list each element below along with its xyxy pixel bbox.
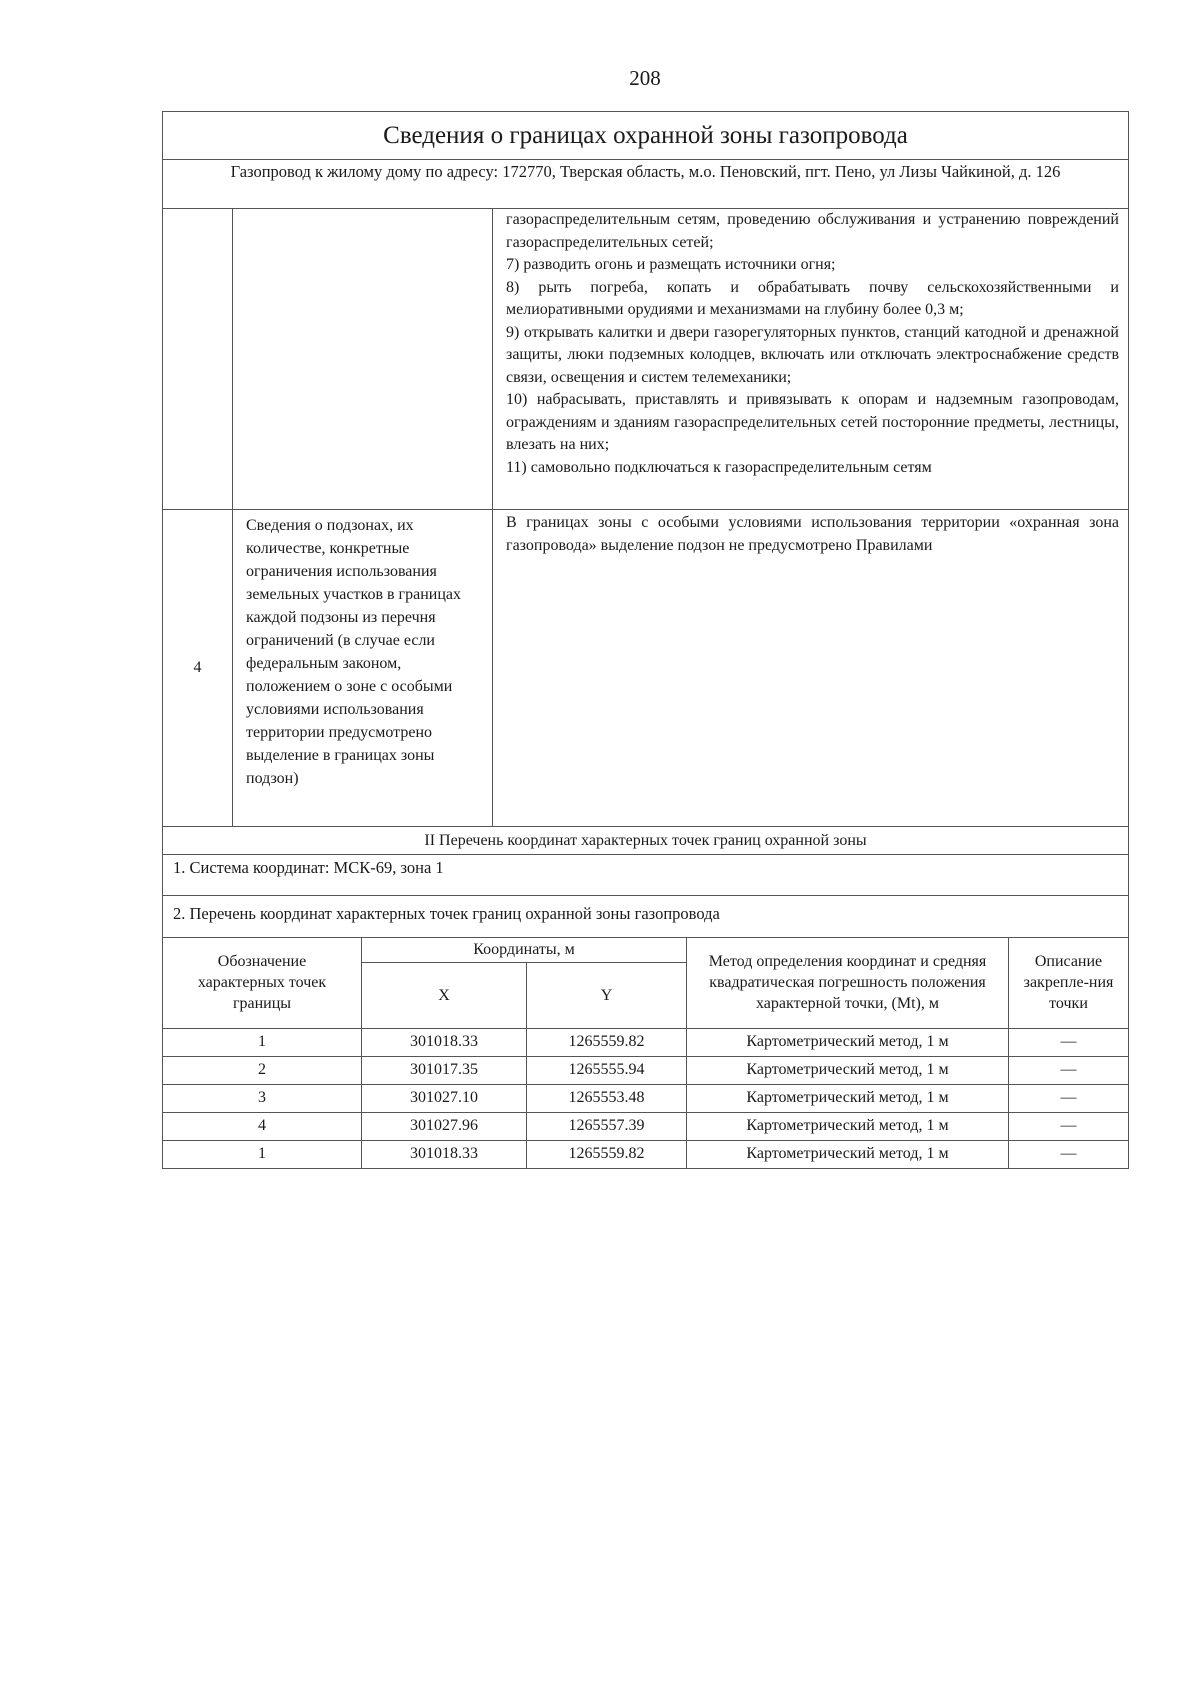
- coordinate-system: 1. Система координат: МСК-69, зона 1: [163, 855, 1129, 896]
- cell-description: —: [1009, 1140, 1129, 1168]
- cell-method: Картометрический метод, 1 м: [687, 1112, 1009, 1140]
- cell-method: Картометрический метод, 1 м: [687, 1140, 1009, 1168]
- cell-description: —: [1009, 1056, 1129, 1084]
- cell-description: —: [1009, 1028, 1129, 1056]
- table-row: [163, 1028, 1129, 1056]
- table-row: [163, 1056, 1129, 1084]
- cell-description: —: [1009, 1112, 1129, 1140]
- coordinate-list-title: 2. Перечень координат характерных точек границ охранной зоны газопровода: [163, 896, 1129, 938]
- header-x: X: [362, 962, 527, 1028]
- cell-y: 1265555.94: [527, 1056, 687, 1084]
- restrictions-list: [493, 209, 1129, 510]
- restriction-item: 9) открывать калитки и двери газорегуляторных пунктов, станций катодной и дренажной защиты, люки подземных колодцев, включать или отключать электроснабжение средств связи, освещения и систем телемеханики;: [506, 323, 1119, 386]
- restriction-item: 8) рыть погреба, копать и обрабатывать почву сельскохозяйственными и мелиоративными орудиями и механизмами на глубину более 0,3 м;: [506, 278, 1119, 318]
- table-row: [163, 1112, 1129, 1140]
- cell-x: 301017.35: [362, 1056, 527, 1084]
- header-description: Описание закрепле-ния точки: [1009, 937, 1129, 1028]
- cell-x: 301018.33: [362, 1140, 527, 1168]
- cell-point: 3: [163, 1084, 362, 1112]
- row-number: 4: [163, 510, 233, 827]
- cell-x: 301027.96: [362, 1112, 527, 1140]
- cell-method: Картометрический метод, 1 м: [687, 1028, 1009, 1056]
- cell-point: 4: [163, 1112, 362, 1140]
- restriction-item: газораспределительным сетям, проведению обслуживания и устранению повреждений газораспределительных сетей;: [506, 211, 1119, 251]
- cell-y: 1265559.82: [527, 1140, 687, 1168]
- restriction-item: 10) набрасывать, приставлять и привязывать к опорам и надземным газопроводам, ограждениям и зданиям газораспределительных сетей посторонние предметы, лестницы, влезать на них;: [506, 391, 1119, 453]
- subzones-label: Сведения о подзонах, их количестве, конкретные ограничения использования земельных участков в границах каждой подзоны из перечня ограничений (в случае если федеральным законом, положением о зоне с особыми условиями использования территории предусмотрено выделение в границах зоны подзон): [233, 510, 493, 827]
- cell-y: 1265557.39: [527, 1112, 687, 1140]
- cell-point: 1: [163, 1140, 362, 1168]
- cell-y: 1265559.82: [527, 1028, 687, 1056]
- table-row: [163, 1140, 1129, 1168]
- restriction-item: 11) самовольно подключаться к газораспределительным сетям: [506, 458, 932, 476]
- header-coordinates: Координаты, м: [362, 937, 687, 962]
- restriction-item: 7) разводить огонь и размещать источники огня;: [506, 256, 836, 273]
- row-number-empty: [163, 209, 233, 510]
- pipeline-address: Газопровод к жилому дому по адресу: 172770, Тверская область, м.о. Пеновский, пгт. Пено, ул Лизы Чайкиной, д. 126: [163, 160, 1129, 209]
- cell-description: —: [1009, 1084, 1129, 1112]
- cell-point: 2: [163, 1056, 362, 1084]
- cell-point: 1: [163, 1028, 362, 1056]
- section-title: II Перечень координат характерных точек границ охранной зоны: [163, 827, 1129, 855]
- page-number: 208: [629, 66, 661, 90]
- document-frame: [162, 111, 1129, 1169]
- header-method: Метод определения координат и средняя квадратическая погрешность положения характерной точки, (Mt), м: [687, 937, 1009, 1028]
- table-row: [163, 1084, 1129, 1112]
- coordinates-table: [162, 937, 1129, 1169]
- document-title: Сведения о границах охранной зоны газопровода: [163, 112, 1129, 160]
- cell-method: Картометрический метод, 1 м: [687, 1084, 1009, 1112]
- cell-x: 301027.10: [362, 1084, 527, 1112]
- zone-info-table: [162, 111, 1129, 938]
- header-point: Обозначение характерных точек границы: [163, 937, 362, 1028]
- subzones-value: В границах зоны с особыми условиями использования территории «охранная зона газопровода» выделение подзон не предусмотрено Правилами: [493, 510, 1129, 827]
- cell-method: Картометрический метод, 1 м: [687, 1056, 1009, 1084]
- header-y: Y: [527, 962, 687, 1028]
- cell-y: 1265553.48: [527, 1084, 687, 1112]
- row-label-empty: [233, 209, 493, 510]
- cell-x: 301018.33: [362, 1028, 527, 1056]
